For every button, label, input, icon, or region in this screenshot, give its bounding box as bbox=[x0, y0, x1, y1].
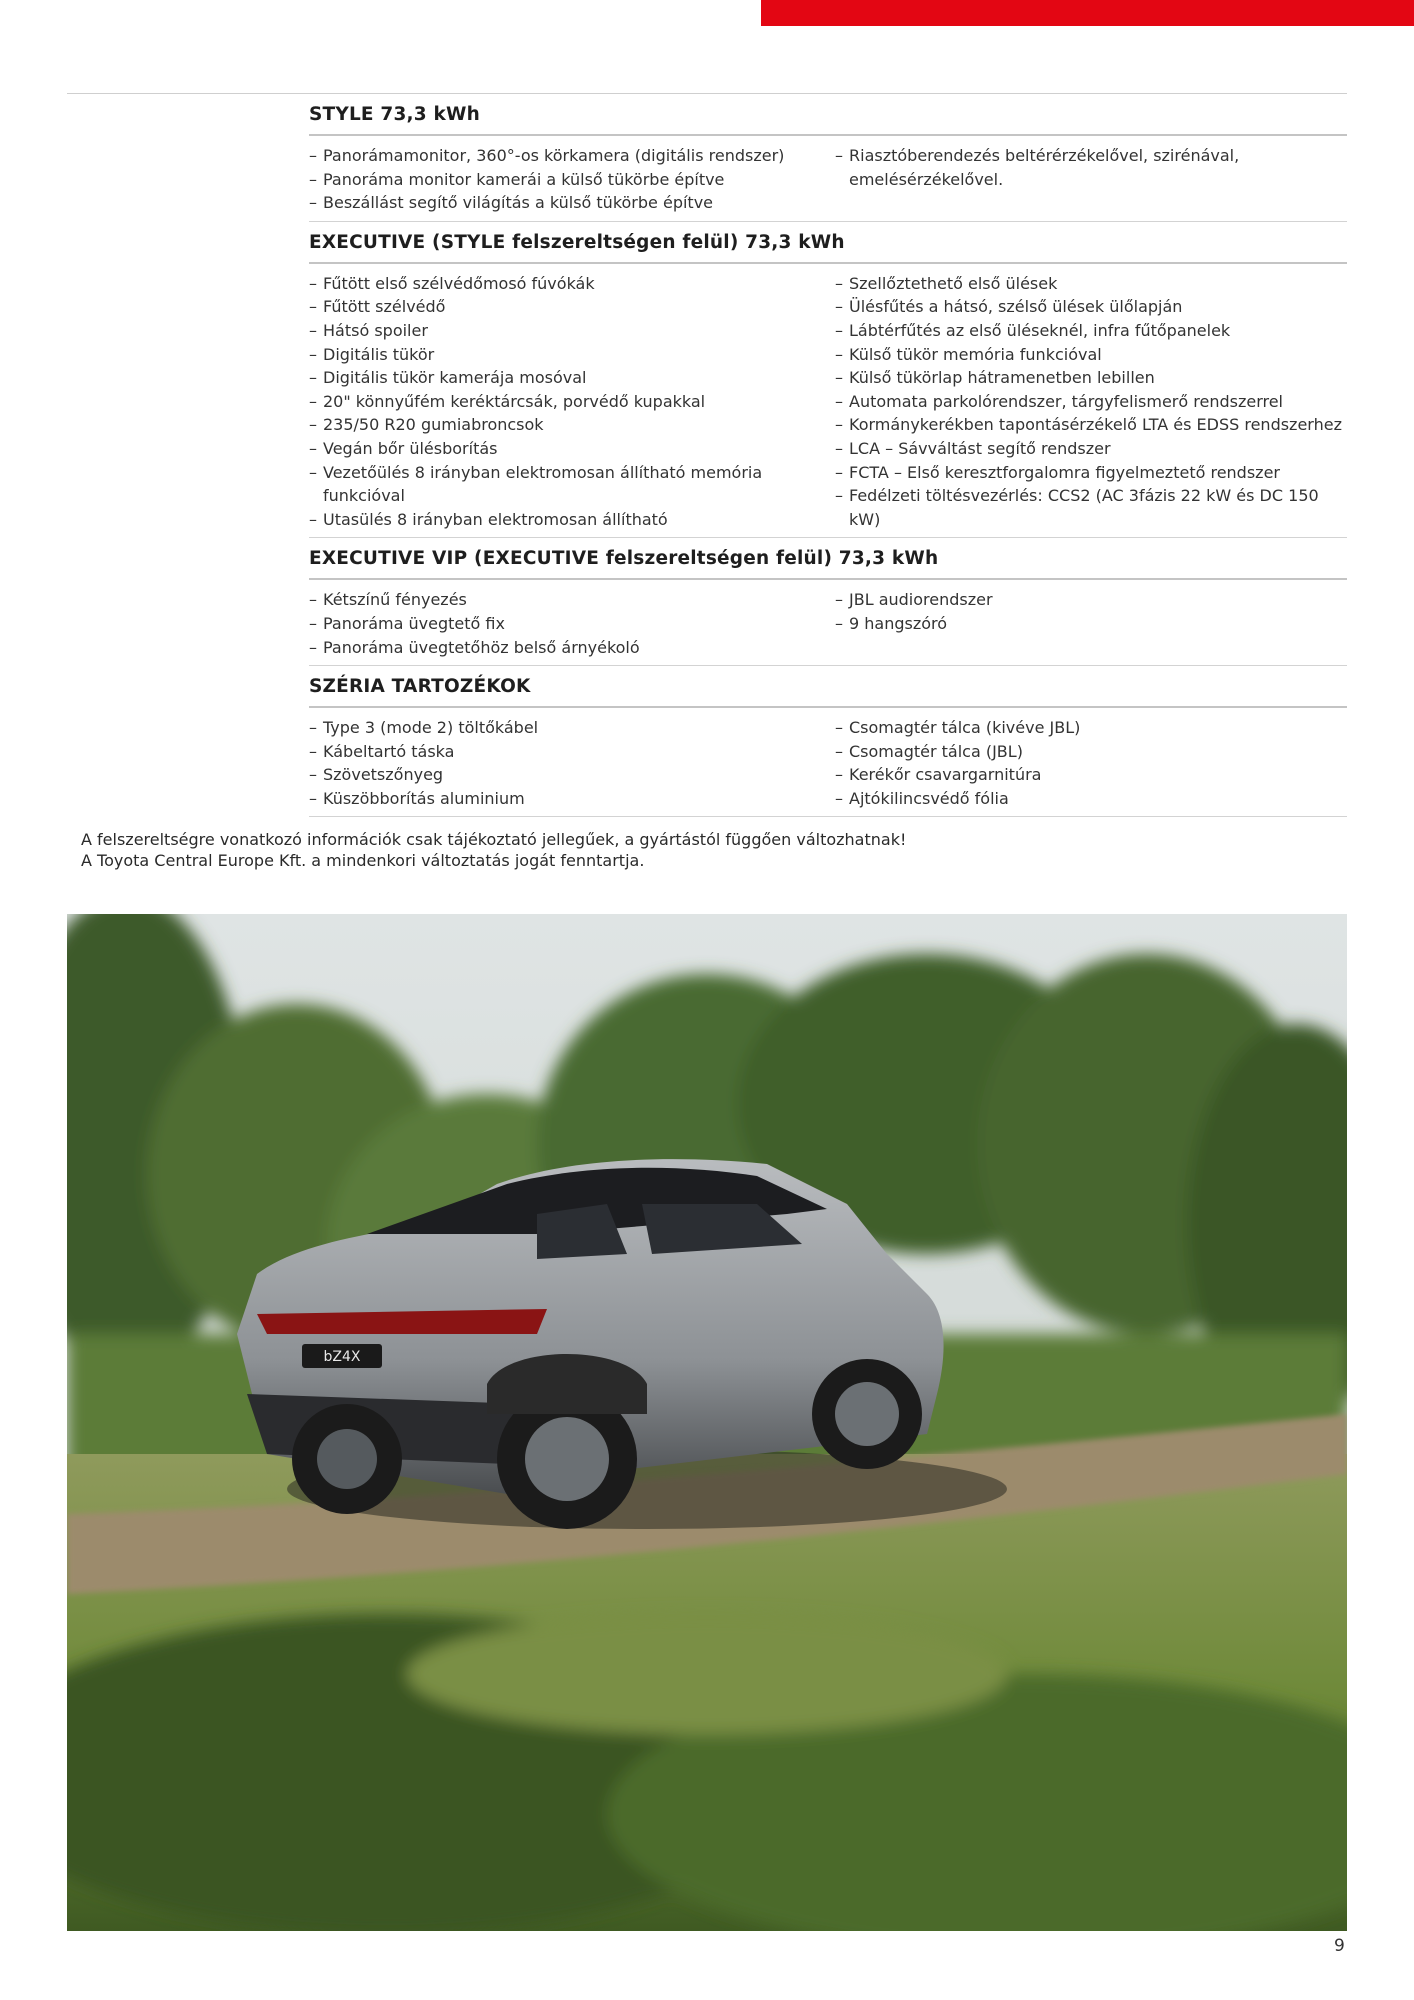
section-title: STYLE 73,3 kWh bbox=[309, 94, 1347, 136]
list-item: – Panoráma üvegtetőhöz belső árnyékoló bbox=[309, 636, 835, 660]
section-body bbox=[309, 264, 1347, 539]
list-item: – Csomagtér tálca (kivéve JBL) bbox=[835, 716, 1347, 740]
section-title: EXECUTIVE VIP (EXECUTIVE felszereltségen felül) 73,3 kWh bbox=[309, 538, 1347, 580]
list-item: – Riasztóberendezés beltérérzékelővel, szirénával, emelésérzékelővel. bbox=[835, 144, 1347, 191]
list-item: – Kétszínű fényezés bbox=[309, 588, 835, 612]
section-column-left bbox=[309, 716, 835, 810]
section-column-left bbox=[309, 144, 835, 215]
page-number: 9 bbox=[1334, 1936, 1345, 1956]
disclaimer-line-2: A Toyota Central Europe Kft. a mindenkori változtatás jogát fenntartja. bbox=[81, 851, 645, 870]
list-item: – Kerékőr csavargarnitúra bbox=[835, 763, 1347, 787]
section-column-right bbox=[835, 144, 1347, 215]
section-column-left bbox=[309, 588, 835, 659]
list-item: – 20" könnyűfém keréktárcsák, porvédő kupakkal bbox=[309, 390, 835, 414]
list-item: – FCTA – Első keresztforgalomra figyelmeztető rendszer bbox=[835, 461, 1347, 485]
list-item: – Külső tükör memória funkcióval bbox=[835, 343, 1347, 367]
plate-text: bZ4X bbox=[323, 1349, 361, 1365]
list-item: – Ajtókilincsvédő fólia bbox=[835, 787, 1347, 811]
list-item: – Szellőztethető első ülések bbox=[835, 272, 1347, 296]
disclaimer-line-1: A felszereltségre vonatkozó információk csak tájékoztató jellegűek, a gyártástól függően változhatnak! bbox=[81, 830, 907, 849]
list-item: – Utasülés 8 irányban elektromosan állítható bbox=[309, 508, 835, 532]
list-item: – Fűtött szélvédő bbox=[309, 295, 835, 319]
list-item: – 9 hangszóró bbox=[835, 612, 1347, 636]
list-item: – Digitális tükör bbox=[309, 343, 835, 367]
list-item: – Csomagtér tálca (JBL) bbox=[835, 740, 1347, 764]
list-item: – LCA – Sávváltást segítő rendszer bbox=[835, 437, 1347, 461]
list-item: – Vezetőülés 8 irányban elektromosan állítható memória funkcióval bbox=[309, 461, 835, 508]
list-item: – Fűtött első szélvédőmosó fúvókák bbox=[309, 272, 835, 296]
list-item: – Panoráma üvegtető fix bbox=[309, 612, 835, 636]
disclaimer bbox=[81, 829, 906, 871]
list-item: – Kábeltartó táska bbox=[309, 740, 835, 764]
list-item: – Kormánykerékben tapontásérzékelő LTA és EDSS rendszerhez bbox=[835, 413, 1347, 437]
equipment-sections bbox=[309, 94, 1347, 817]
list-item: – Lábtérfűtés az első üléseknél, infra fűtőpanelek bbox=[835, 319, 1347, 343]
section-column-left bbox=[309, 272, 835, 532]
list-item: – 235/50 R20 gumiabroncsok bbox=[309, 413, 835, 437]
list-item: – Ülésfűtés a hátsó, szélső ülések ülőlapján bbox=[835, 295, 1347, 319]
list-item: – Fedélzeti töltésvezérlés: CCS2 (AC 3fázis 22 kW és DC 150 kW) bbox=[835, 484, 1347, 531]
section-column-right bbox=[835, 716, 1347, 810]
list-item: – Külső tükörlap hátramenetben lebillen bbox=[835, 366, 1347, 390]
list-item: – Küszöbborítás aluminium bbox=[309, 787, 835, 811]
list-item: – Panoráma monitor kamerái a külső tükörbe építve bbox=[309, 168, 835, 192]
section-body bbox=[309, 708, 1347, 817]
section-body bbox=[309, 136, 1347, 222]
section-title: SZÉRIA TARTOZÉKOK bbox=[309, 666, 1347, 708]
list-item: – JBL audiorendszer bbox=[835, 588, 1347, 612]
list-item: – Vegán bőr ülésborítás bbox=[309, 437, 835, 461]
list-item: – Digitális tükör kamerája mosóval bbox=[309, 366, 835, 390]
car-photo bbox=[67, 914, 1347, 1931]
section-column-right bbox=[835, 588, 1347, 659]
list-item: – Panorámamonitor, 360°-os körkamera (digitális rendszer) bbox=[309, 144, 835, 168]
section-column-right bbox=[835, 272, 1347, 532]
list-item: – Szövetszőnyeg bbox=[309, 763, 835, 787]
section-body bbox=[309, 580, 1347, 666]
list-item: – Beszállást segítő világítás a külső tükörbe építve bbox=[309, 191, 835, 215]
list-item: – Type 3 (mode 2) töltőkábel bbox=[309, 716, 835, 740]
section-title: EXECUTIVE (STYLE felszereltségen felül) 73,3 kWh bbox=[309, 222, 1347, 264]
list-item: – Hátsó spoiler bbox=[309, 319, 835, 343]
list-item: – Automata parkolórendszer, tárgyfelismerő rendszerrel bbox=[835, 390, 1347, 414]
red-accent-bar bbox=[761, 0, 1414, 26]
